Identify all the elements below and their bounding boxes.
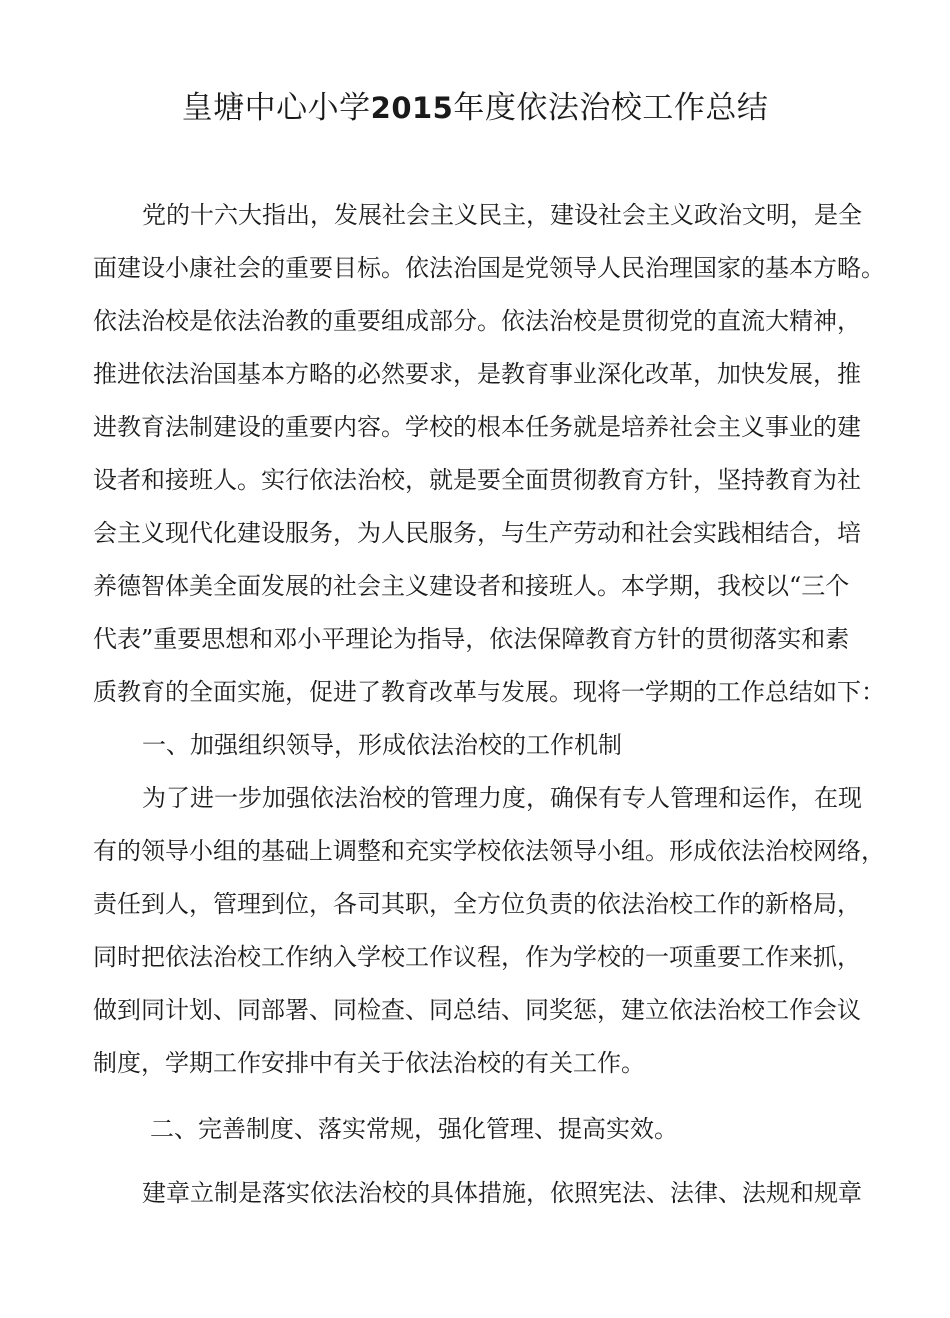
paragraph-line: 同时把依法治校工作纳入学校工作议程，作为学校的一项重要工作来抓， <box>93 943 861 971</box>
section-heading-2: 二、完善制度、落实常规，强化管理、提高实效。 <box>150 1115 678 1143</box>
paragraph-line: 责任到人，管理到位，各司其职，全方位负责的依法治校工作的新格局， <box>93 890 861 918</box>
paragraph-line: 做到同计划、同部署、同检查、同总结、同奖惩，建立依法治校工作会议 <box>93 996 861 1024</box>
paragraph-line: 制度，学期工作安排中有关于依法治校的有关工作。 <box>93 1049 645 1077</box>
title-prefix: 皇塘中心小学 <box>181 90 371 126</box>
paragraph-line: 建章立制是落实依法治校的具体措施，依照宪法、法律、法规和规章 <box>142 1179 862 1207</box>
paragraph-line: 质教育的全面实施，促进了教育改革与发展。现将一学期的工作总结如下： <box>93 678 885 706</box>
title-year: 2015 <box>370 91 454 125</box>
section-heading-1: 一、加强组织领导，形成依法治校的工作机制 <box>142 731 622 759</box>
paragraph-line: 代表”重要思想和邓小平理论为指导，依法保障教育方针的贯彻落实和素 <box>93 625 850 653</box>
paragraph-line: 有的领导小组的基础上调整和充实学校依法领导小组。形成依法治校网络， <box>93 837 885 865</box>
document-title <box>0 86 950 130</box>
paragraph-line: 进教育法制建设的重要内容。学校的根本任务就是培养社会主义事业的建 <box>93 413 861 441</box>
title-suffix: 年度依法治校工作总结 <box>453 90 769 126</box>
paragraph-line: 推进依法治国基本方略的必然要求，是教育事业深化改革，加快发展，推 <box>93 360 861 388</box>
paragraph-line: 设者和接班人。实行依法治校，就是要全面贯彻教育方针，坚持教育为社 <box>93 466 861 494</box>
paragraph-line: 养德智体美全面发展的社会主义建设者和接班人。本学期，我校以“三个 <box>93 572 850 600</box>
paragraph-line: 会主义现代化建设服务，为人民服务，与生产劳动和社会实践相结合，培 <box>93 519 861 547</box>
paragraph-line: 党的十六大指出，发展社会主义民主，建设社会主义政治文明，是全 <box>142 201 862 229</box>
paragraph-line: 依法治校是依法治教的重要组成部分。依法治校是贯彻党的直流大精神， <box>93 307 861 335</box>
paragraph-line: 面建设小康社会的重要目标。依法治国是党领导人民治理国家的基本方略。 <box>93 254 885 282</box>
paragraph-line: 为了进一步加强依法治校的管理力度，确保有专人管理和运作，在现 <box>142 784 862 812</box>
